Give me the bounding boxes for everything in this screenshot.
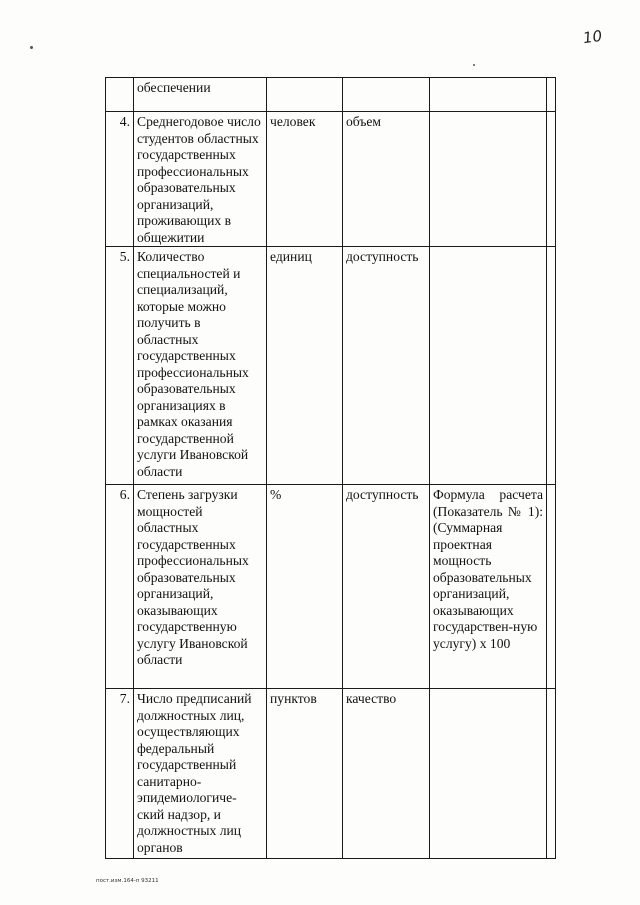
- indicator-type: доступность: [343, 485, 430, 689]
- unit-of-measure: человек: [267, 112, 343, 247]
- calculation-formula: Формула расчета (Показатель № 1): (Суммарная проектная мощность образовательных организаций, оказывающих государствен-ную услугу) х 100: [430, 485, 547, 689]
- extra-column: [547, 485, 556, 689]
- calculation-formula: [430, 78, 547, 112]
- indicator-name: Среднегодовое число студентов областных государственных профессиональных образовательных организаций, проживающих в общежитии: [134, 112, 267, 247]
- unit-of-measure: единиц: [267, 247, 343, 485]
- calculation-formula: [430, 247, 547, 485]
- unit-of-measure: пунктов: [267, 689, 343, 859]
- table-row: [106, 78, 556, 112]
- row-number: 6.: [106, 485, 134, 689]
- extra-column: [547, 247, 556, 485]
- row-number: 4.: [106, 112, 134, 247]
- table-row: [106, 247, 556, 485]
- table-row: [106, 485, 556, 689]
- extra-column: [547, 112, 556, 247]
- indicator-name: Число предписаний должностных лиц, осуществляющих федеральный государственный санитарно-эпидемиологиче-ский надзор, и должностных лиц органов: [134, 689, 267, 859]
- indicator-type: объем: [343, 112, 430, 247]
- row-number: 5.: [106, 247, 134, 485]
- calculation-formula: [430, 689, 547, 859]
- extra-column: [547, 78, 556, 112]
- indicator-name: Степень загрузки мощностей областных государственных профессиональных образовательных организаций, оказывающих государственную услугу Ивановской области: [134, 485, 267, 689]
- row-number: [106, 78, 134, 112]
- indicator-name: Количество специальностей и специализаций, которые можно получить в областных государственных профессиональных образовательных организациях в рамках оказания государственной услуги Ивановской области: [134, 247, 267, 485]
- indicator-type: доступность: [343, 247, 430, 485]
- indicators-table: [105, 77, 556, 859]
- scan-speck: [30, 46, 33, 49]
- table-row: [106, 112, 556, 247]
- calculation-formula: [430, 112, 547, 247]
- row-number: 7.: [106, 689, 134, 859]
- table-row: [106, 689, 556, 859]
- scan-speck: [473, 64, 475, 66]
- unit-of-measure: [267, 78, 343, 112]
- unit-of-measure: %: [267, 485, 343, 689]
- extra-column: [547, 689, 556, 859]
- indicator-name: обеспечении: [134, 78, 267, 112]
- footer-document-code: пост.изм.164-п 93211: [96, 878, 159, 884]
- page-number: 10: [581, 26, 604, 48]
- indicator-type: качество: [343, 689, 430, 859]
- indicator-type: [343, 78, 430, 112]
